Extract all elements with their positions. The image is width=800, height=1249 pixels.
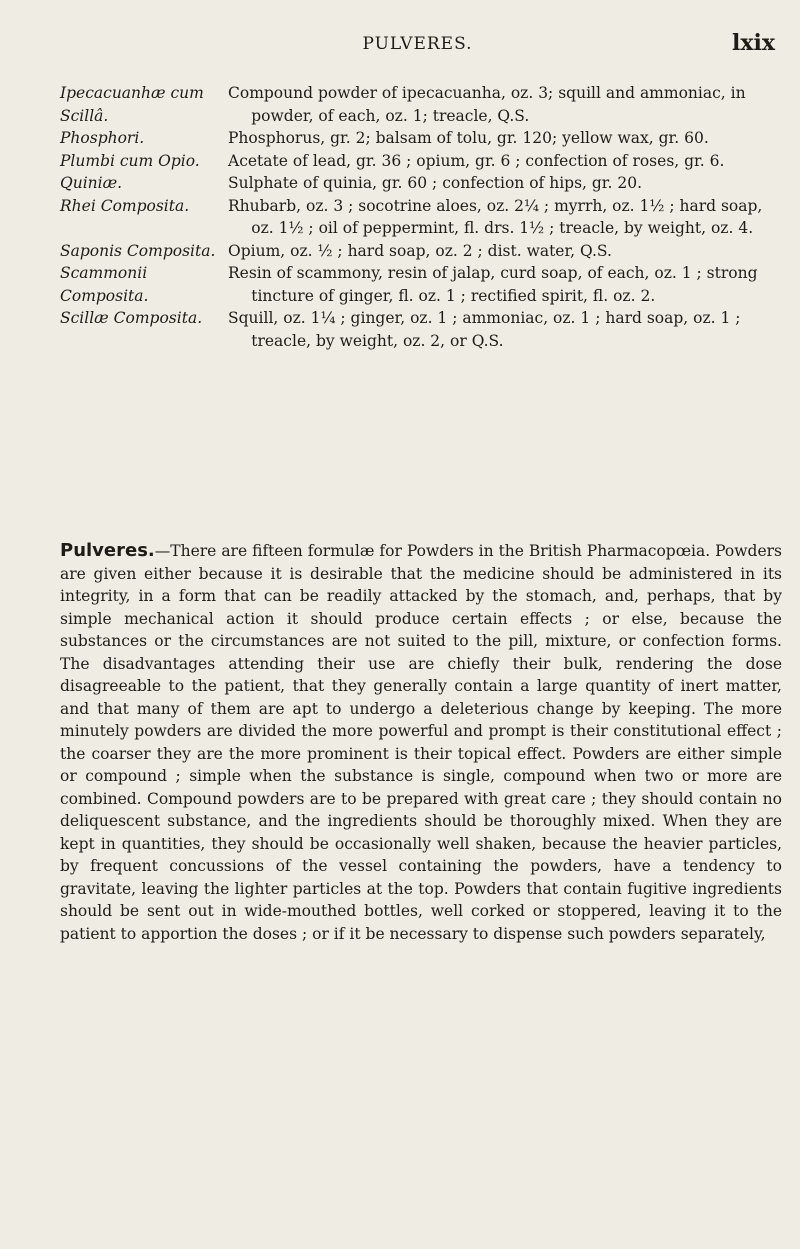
formula-ingredients: Acetate of lead, gr. 36 ; opium, gr. 6 ; confection of roses, gr. 6. — [228, 151, 725, 170]
formula-list — [60, 82, 782, 352]
formula-entry — [60, 307, 782, 352]
formula-entry — [60, 150, 782, 173]
running-title: PULVERES. — [362, 34, 473, 54]
formula-name: Quiniæ. — [60, 174, 123, 192]
formula-name: Ipecacuanhæ cum Scillâ. — [60, 84, 204, 125]
formula-ingredients: Compound powder of ipecacuanha, oz. 3; squill and ammoniac, in powder, of each, oz. 1; treacle, Q.S. — [228, 84, 746, 125]
formula-ingredients: Resin of scammony, resin of jalap, curd soap, of each, oz. 1 ; strong tincture of ginger, fl. oz. 1 ; rectified spirit, fl. oz. 2. — [228, 264, 758, 305]
formula-entry — [60, 240, 782, 263]
formula-entry — [60, 262, 782, 307]
formula-ingredients: Phosphorus, gr. 2; balsam of tolu, gr. 120; yellow wax, gr. 60. — [228, 129, 709, 147]
formula-name: Scillæ Composita. — [60, 309, 203, 327]
body-paragraph — [60, 540, 782, 945]
formula-entry — [60, 172, 782, 195]
formula-entry — [60, 195, 782, 240]
section-lead: Pulveres. — [60, 540, 155, 561]
formula-ingredients: Sulphate of quinia, gr. 60 ; confection of hips, gr. 20. — [228, 174, 643, 192]
formula-entry — [60, 127, 782, 150]
page-number: lxix — [732, 30, 775, 56]
paragraph-text: —There are fifteen formulæ for Powders in the British Pharmacopœia. Powders are given either because it is desirable that the medicine should be administered in its integrity, in a form that can be readily attacked by the stomach, and, perhaps, that by simple mechanical action it should produce certain effects ; or else, because the substances or the circumstances are not suited to the pill, mixture, or confection forms. The disadvantages attending their use are chiefly their bulk, rendering the dose disagreeable to the patient, that they generally contain a large quantity of inert matter, and that many of them are apt to undergo a deleterious change by keeping. The more minutely powders are divided the more powerful and prompt is their constitutional effect ; the coarser they are the more prominent is their topical effect. Powders are either simple or compound ; simple when the substance is single, compound when two or more are combined. Compound powders are to be prepared with great care ; they should contain no deliquescent substance, and the ingredients should be thoroughly mixed. When they are kept in quantities, they should be occasionally well shaken, because the heavier particles, by frequent concussions of the vessel containing the powders, have a tendency to gravitate, leaving the lighter particles at the top. Powders that contain fugitive ingredients should be sent out in wide-mouthed bottles, well corked or stoppered, leaving it to the patient to apportion the doses ; or if it be necessary to dispense such powders separately, — [60, 542, 782, 943]
formula-name: Saponis Composita. — [60, 241, 216, 260]
formula-ingredients: Rhubarb, oz. 3 ; socotrine aloes, oz. 2¼ ; myrrh, oz. 1½ ; hard soap, oz. 1½ ; oil of peppermint, fl. drs. 1½ ; treacle, by weight, oz. 4. — [228, 196, 763, 237]
formula-ingredients: Squill, oz. 1¼ ; ginger, oz. 1 ; ammoniac, oz. 1 ; hard soap, oz. 1 ; treacle, by weight, oz. 2, or Q.S. — [228, 309, 741, 350]
formula-name: Plumbi cum Opio. — [60, 151, 200, 170]
formula-ingredients: Opium, oz. ½ ; hard soap, oz. 2 ; dist. water, Q.S. — [228, 241, 612, 260]
page-header — [60, 30, 775, 60]
formula-name: Phosphori. — [60, 129, 145, 147]
formula-name: Rhei Composita. — [60, 196, 190, 215]
formula-name: Scammonii Composita. — [60, 264, 149, 305]
formula-entry — [60, 82, 782, 127]
